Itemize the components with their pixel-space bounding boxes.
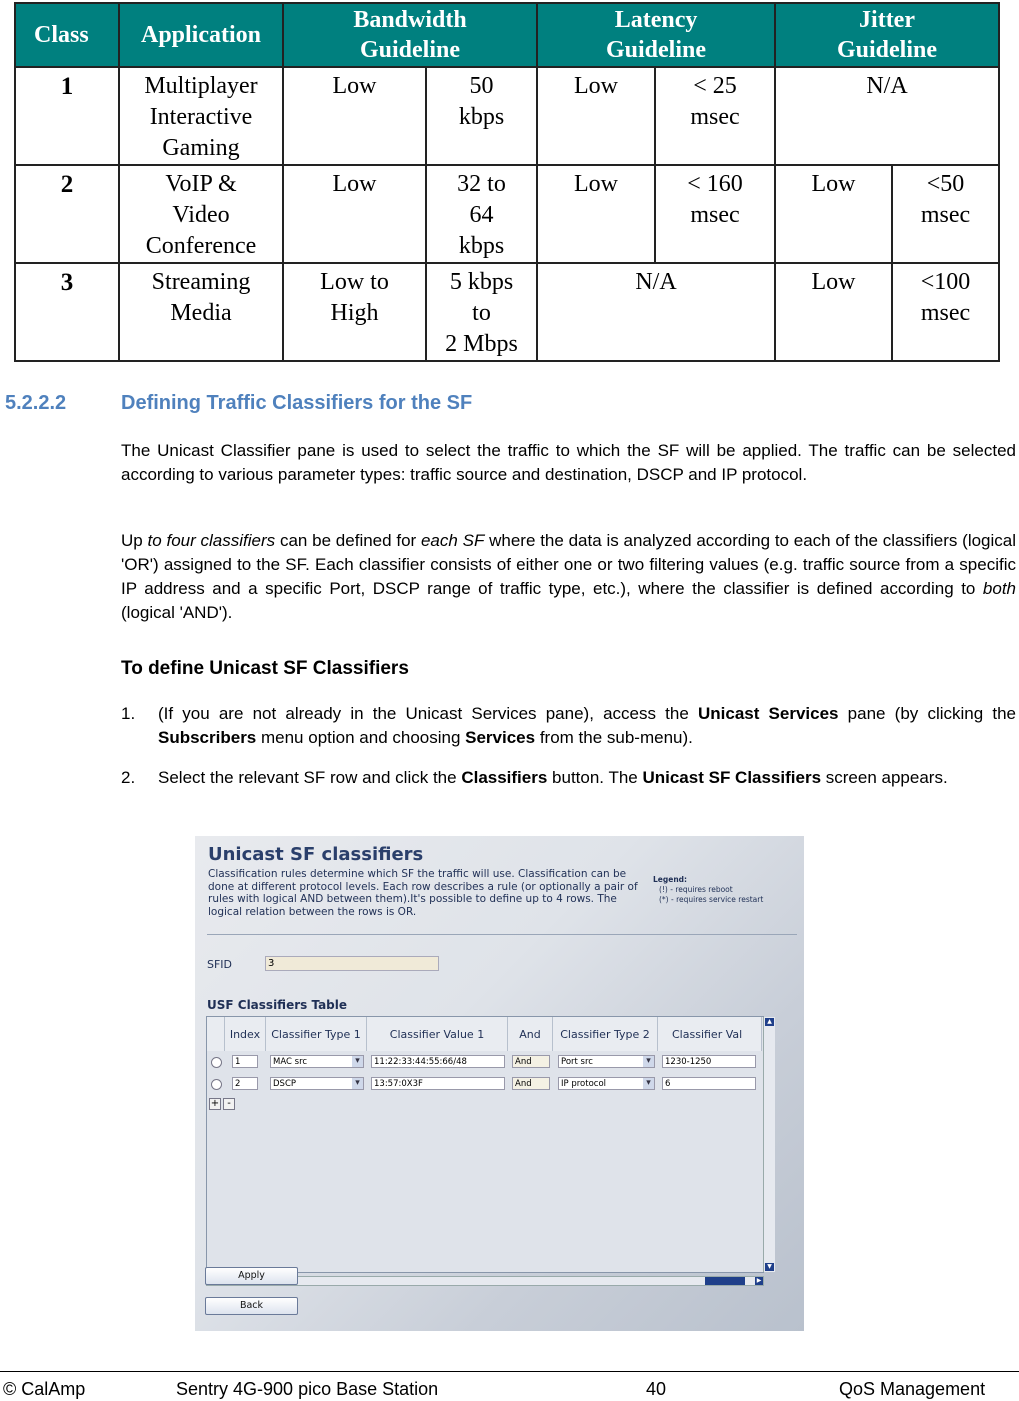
- scroll-down-icon[interactable]: ▼: [765, 1263, 774, 1271]
- header-and: And: [508, 1017, 553, 1051]
- scroll-thumb[interactable]: [705, 1277, 745, 1285]
- scroll-right-icon[interactable]: ▶: [756, 1277, 762, 1284]
- unicast-sf-classifiers-screen: [195, 836, 804, 1331]
- class-cell: 1: [15, 67, 119, 165]
- section-number: 5.2.2.2: [5, 392, 67, 414]
- header-jitter: Jitter Guideline: [775, 3, 999, 67]
- application-cell: Multiplayer Interactive Gaming: [119, 67, 283, 165]
- jitter-level-cell: Low: [775, 165, 892, 263]
- table-row: [15, 67, 999, 165]
- header-bandwidth: Bandwidth Guideline: [283, 3, 537, 67]
- latency-cell: N/A: [537, 263, 775, 361]
- header-value1: Classifier Value 1: [367, 1017, 508, 1051]
- jitter-cell: N/A: [775, 67, 999, 165]
- type1-select[interactable]: MAC src ▾: [270, 1055, 364, 1068]
- legend-reboot: (!) - requires reboot: [659, 885, 733, 894]
- screen-title: Unicast SF classifiers: [208, 844, 424, 865]
- apply-button[interactable]: Apply: [205, 1267, 298, 1285]
- paragraph-classifiers: Up to four classifiers can be defined for each SF where the data is analyzed according to each of the classifiers (logical 'OR') assigned to the SF. Each classifier consists of either one or two filtering values (e.g. traffic source from a specific IP address and a specific Port, DSCP range of traffic type, etc.), where the classifier is defined according to both (logical 'AND').: [121, 531, 1017, 622]
- table-header-row: [15, 3, 999, 67]
- footer-divider: [0, 1371, 1019, 1372]
- jitter-value-cell: <100 msec: [892, 263, 999, 361]
- header-index: Index: [225, 1017, 266, 1051]
- footer-page-number: 40: [646, 1379, 667, 1399]
- bandwidth-level-cell: Low: [283, 165, 426, 263]
- index-input[interactable]: 2: [232, 1077, 258, 1090]
- header-value2: Classifier Val: [658, 1017, 762, 1051]
- table-row: [15, 165, 999, 263]
- header-class: Class: [15, 3, 119, 67]
- legend: Legend: (!) - requires reboot (*) - requires service restart: [653, 875, 764, 904]
- header-type2: Classifier Type 2: [553, 1017, 658, 1051]
- and-field: And: [512, 1077, 550, 1090]
- legend-restart: (*) - requires service restart: [659, 895, 764, 904]
- footer-copyright: © CalAmp: [3, 1379, 86, 1399]
- jitter-level-cell: Low: [775, 263, 892, 361]
- latency-value-cell: < 25 msec: [655, 67, 775, 165]
- class-cell: 2: [15, 165, 119, 263]
- header-select: [207, 1017, 225, 1051]
- sfid-input[interactable]: 3: [265, 956, 439, 971]
- row-select-radio[interactable]: [211, 1079, 222, 1090]
- jitter-value-cell: <50 msec: [892, 165, 999, 263]
- step-2: 2. Select the relevant SF row and click the Classifiers button. The Unicast SF Classifiers screen appears.: [121, 768, 948, 787]
- bandwidth-level-cell: Low: [283, 67, 426, 165]
- type2-select[interactable]: IP protocol ▾: [558, 1077, 655, 1090]
- value2-input[interactable]: 1230-1250: [662, 1055, 756, 1068]
- header-type1: Classifier Type 1: [266, 1017, 367, 1051]
- footer-product: Sentry 4G-900 pico Base Station: [176, 1379, 439, 1399]
- header-latency: Latency Guideline: [537, 3, 775, 67]
- bandwidth-value-cell: 32 to 64 kbps: [426, 165, 537, 263]
- divider: [207, 934, 797, 935]
- value1-input[interactable]: 11:22:33:44:55:66/48: [371, 1055, 505, 1068]
- step-1: 1. (If you are not already in the Unicast Services pane), access the Unicast Services pane (by clicking the Subscribers menu option and choosing Services from the sub-menu).: [121, 704, 1016, 747]
- screen-description: Classification rules determine which SF the traffic will use. Classification can be done at different protocol levels. Each row describes a rule (or optionally a pair of rules with logical AND between them).It's possible to define up to 4 rows. The logical relation between the rows is OR.: [208, 868, 638, 918]
- sfid-label: SFID: [207, 958, 233, 971]
- header-application: Application: [119, 3, 283, 67]
- add-row-button[interactable]: +: [210, 1098, 220, 1109]
- row-select-radio[interactable]: [211, 1057, 222, 1068]
- bandwidth-level-cell: Low to High: [283, 263, 426, 361]
- section-heading: [5, 392, 472, 415]
- remove-row-button[interactable]: -: [223, 1098, 235, 1110]
- classifiers-table: [206, 1016, 772, 1273]
- table-row: [15, 263, 999, 361]
- section-title: Defining Traffic Classifiers for the SF: [121, 392, 473, 414]
- and-field: And: [512, 1055, 550, 1068]
- value2-input[interactable]: 6: [662, 1077, 756, 1090]
- back-button[interactable]: Back: [205, 1297, 298, 1315]
- paragraph-intro: The Unicast Classifier pane is used to select the traffic to which the SF will be applied. The traffic can be selected according to various parameter types: traffic source and destination, DSCP and IP protocol.: [121, 441, 1016, 484]
- application-cell: VoIP & Video Conference: [119, 165, 283, 263]
- value1-input[interactable]: 13:57:0X3F: [371, 1077, 505, 1090]
- bandwidth-value-cell: 5 kbps to 2 Mbps: [426, 263, 537, 361]
- application-cell: Streaming Media: [119, 263, 283, 361]
- classifiers-table-title: USF Classifiers Table: [207, 998, 348, 1012]
- scroll-up-icon[interactable]: ▲: [765, 1018, 774, 1026]
- procedure-title: To define Unicast SF Classifiers: [121, 658, 409, 679]
- latency-value-cell: < 160 msec: [655, 165, 775, 263]
- latency-level-cell: Low: [537, 67, 655, 165]
- index-input[interactable]: 1: [232, 1055, 258, 1068]
- type2-select[interactable]: Port src ▾: [558, 1055, 655, 1068]
- bandwidth-value-cell: 50 kbps: [426, 67, 537, 165]
- footer-section: QoS Management: [839, 1379, 986, 1399]
- qos-guideline-table: [14, 2, 1000, 362]
- vertical-scrollbar[interactable]: [763, 1017, 775, 1272]
- class-cell: 3: [15, 263, 119, 361]
- latency-level-cell: Low: [537, 165, 655, 263]
- type1-select[interactable]: DSCP ▾: [270, 1077, 364, 1090]
